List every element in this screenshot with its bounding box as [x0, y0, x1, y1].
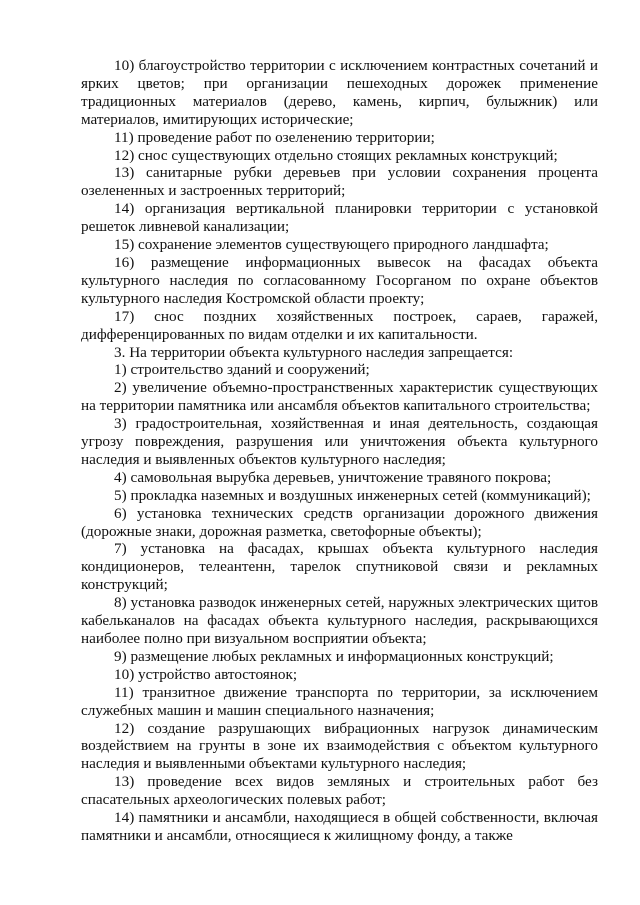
paragraph: 7) установка на фасадах, крышах объекта культурного наследия кондиционеров, телеантенн, тарелок спутниковой связи и рекламных конструкций;: [81, 540, 598, 594]
paragraph: 1) строительство зданий и сооружений;: [114, 361, 370, 379]
paragraph: 15) сохранение элементов существующего природного ландшафта;: [114, 236, 549, 254]
paragraph: 11) проведение работ по озеленению территории;: [114, 128, 435, 146]
paragraph: 12) снос существующих отдельно стоящих рекламных конструкций;: [114, 146, 558, 164]
paragraph: 10) устройство автостоянок;: [114, 665, 298, 683]
paragraph: 2) увеличение объемно-пространственных характеристик существующих на территории памятника или ансамбля объектов капитального строительства;: [81, 379, 598, 415]
paragraph: 6) установка технических средств организации дорожного движения (дорожные знаки, дорожная разметка, светофорные объекты);: [81, 504, 598, 540]
paragraph: 8) установка разводок инженерных сетей, наружных электрических щитов кабельканалов на фасадах объекта культурного наследия, раскрывающихся наиболее полно при визуальном восприятии объекта;: [81, 594, 598, 647]
paragraph: 13) проведение всех видов земляных и строительных работ без спасательных археологических полевых работ;: [81, 773, 598, 809]
paragraph: 3) градостроительная, хозяйственная и иная деятельность, создающая угрозу повреждения, разрушения или уничтожения объекта культурного наследия и выявленных объектов культурного наследия;: [81, 415, 598, 468]
paragraph: 4) самовольная вырубка деревьев, уничтожение травяного покрова;: [114, 468, 552, 486]
document-page: [81, 57, 598, 845]
paragraph: 10) благоустройство территории с исключением контрастных сочетаний и ярких цветов; при организации пешеходных дорожек применение традиционных материалов (дерево, камень, кирпич, булыжник) или материалов, имитирующих исторические;: [81, 57, 598, 128]
paragraph: 17) снос поздних хозяйственных построек, сараев, гаражей, дифференцированных по видам отделки и их капитальности.: [81, 307, 598, 343]
paragraph: 13) санитарные рубки деревьев при условии сохранения процента озелененных и застроенных территорий;: [81, 164, 598, 200]
paragraph: 12) создание разрушающих вибрационных нагрузок динамическим воздействием на грунты в зоне их взаимодействия с объектом культурного наследия и выявленными объектами культурного наследия;: [81, 719, 598, 773]
paragraph: 9) размещение любых рекламных и информационных конструкций;: [114, 647, 554, 665]
paragraph: 14) памятники и ансамбли, находящиеся в общей собственности, включая памятники и ансамбли, относящиеся к жилищному фонду, а также: [81, 809, 598, 844]
section-heading: 3. На территории объекта культурного наследия запрещается:: [114, 343, 514, 361]
paragraph: 16) размещение информационных вывесок на фасадах объекта культурного наследия по согласованному Госорганом по охране объектов культурного наследия Костромской области проекту;: [81, 253, 598, 307]
paragraph: 11) транзитное движение транспорта по территории, за исключением служебных машин и машин специального назначения;: [81, 683, 598, 719]
paragraph: 14) организация вертикальной планировки территории с установкой решеток ливневой канализации;: [81, 200, 598, 236]
paragraph: 5) прокладка наземных и воздушных инженерных сетей (коммуникаций);: [114, 486, 591, 504]
